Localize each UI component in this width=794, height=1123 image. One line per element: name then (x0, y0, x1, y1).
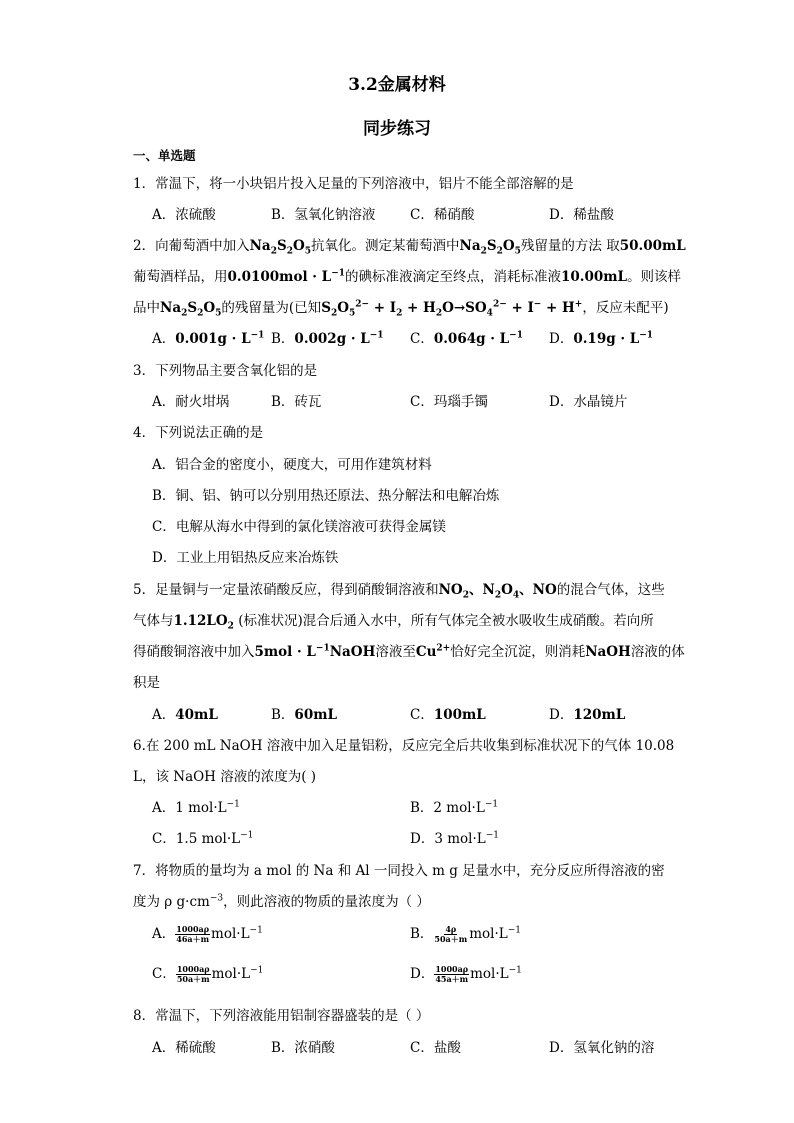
document-title: 3.2金属材料 (348, 75, 446, 95)
question-4-stem: 4．下列说法正确的是 (133, 425, 264, 441)
question-4-option-d: D．工业上用铝热反应来冶炼铁 (152, 550, 339, 566)
fraction: $\frac{1000a\rho}{46a+m}$ (176, 924, 210, 944)
question-8-option-c: C．盐酸 (410, 1040, 461, 1056)
question-3-option-a: A．耐火坩埚 (152, 394, 230, 410)
question-1-stem: 1．常温下，将一小块铝片投入足量的下列溶液中，铝片不能全部溶解的是 (133, 176, 574, 192)
question-6-option-c: C．1.5 $mol\cdot L^{-1}$ (152, 830, 254, 847)
question-6-option-a: A．1 $mol\cdot L^{-1}$ (152, 799, 240, 816)
question-6-line-1: 6.在 200 mL NaOH 溶液中加入足量铝粉，反应完全后共收集到标准状况下的气体 10.08 (133, 738, 675, 754)
document-subtitle: 同步练习 (363, 119, 431, 139)
question-2-option-b: B．$0.002g \cdot L^{-1}$ (271, 330, 384, 347)
question-2-line-2: 葡萄酒样品，用$0.0100mol \cdot L^{-1}$的碘标准液滴定至终点，消耗标准液10.00mL。则该样 (133, 268, 682, 285)
fraction: $\frac{1000a\rho}{45a+m}$ (435, 964, 469, 984)
question-8-option-b: B．浓硝酸 (271, 1040, 335, 1056)
question-1-option-d: D．稀盐酸 (549, 207, 614, 223)
question-6-option-d: D．3 $mol\cdot L^{-1}$ (410, 830, 499, 847)
question-5-option-d: D．120mL (549, 707, 626, 723)
section-heading: 一、单选题 (133, 148, 196, 163)
question-7-option-a: A． $\frac{1000a\rho}{46a+m}$ $mol\cdot L^{-1}$ (152, 924, 263, 944)
question-1-option-b: B．氢氧化钠溶液 (271, 207, 376, 223)
question-3-option-c: C．玛瑙手镯 (410, 394, 488, 410)
question-5-option-c: C．100mL (410, 707, 486, 723)
question-2-option-d: D．$0.19g \cdot L^{-1}$ (549, 330, 654, 347)
question-5-line-3: 得硝酸铜溶液中加入$5mol \cdot L^{-1}NaOH$溶液至$Cu^{2+}$恰好完全沉淀，则消耗NaOH溶液的体 (133, 643, 685, 660)
question-3-option-b: B．砖瓦 (271, 394, 322, 410)
question-5-option-a: A．40mL (152, 707, 218, 723)
question-5-line-4: 积是 (133, 675, 160, 691)
question-2-option-a: A．$0.001g \cdot L^{-1}$ (152, 330, 265, 347)
question-3-stem: 3．下列物品主要含氧化铝的是 (133, 363, 318, 379)
question-7-line-2: 度为 ρ $g\cdot cm^{-3}$，则此溶液的物质的量浓度为（ ） (133, 893, 430, 910)
question-4-option-c: C．电解从海水中得到的氯化镁溶液可获得金属镁 (152, 519, 446, 535)
question-7-option-c: C． $\frac{1000a\rho}{50a+m}$ $mol\cdot L^{-1}$ (152, 964, 264, 984)
question-2-option-c: C．$0.064g \cdot L^{-1}$ (410, 330, 523, 347)
question-8-option-d: D．氢氧化钠的溶 (549, 1040, 655, 1056)
question-5-line-2: 气体与$1.12LO_2$ (标准状况)混合后通入水中，所有气体完全被水吸收生成硝酸。若向所 (133, 613, 654, 632)
question-2-line-3: 品中$Na_2S_2O_5$的残留量为(已知$S_2O_5^{2-} + I_2 + H_2O\to SO_4^{2-} + I^- + H^+$，反应未配平) (133, 299, 669, 319)
question-8-option-a: A．稀硫酸 (152, 1040, 216, 1056)
fraction: $\frac{1000a\rho}{50a+m}$ (176, 964, 210, 984)
question-4-option-a: A．铝合金的密度小，硬度大，可用作建筑材料 (152, 457, 432, 473)
question-4-option-b: B．铜、铝、钠可以分别用热还原法、热分解法和电解冶炼 (152, 488, 500, 504)
question-1-option-a: A．浓硫酸 (152, 207, 216, 223)
question-6-option-b: B．2 $mol\cdot L^{-1}$ (410, 799, 499, 816)
question-5-line-1: 5．足量铜与一定量浓硝酸反应，得到硝酸铜溶液和$NO_2$、$N_2O_4$、NO的混合气体，这些 (133, 582, 665, 601)
question-8-stem: 8．常温下，下列溶液能用铝制容器盛装的是（ ） (133, 1008, 430, 1024)
question-2-line-1: 2．向葡萄酒中加入$Na_2S_2O_5$抗氧化。测定某葡萄酒中$Na_2S_2O_5$残留量的方法 取50.00mL (133, 238, 686, 257)
question-7-option-d: D． $\frac{1000a\rho}{45a+m}$ $mol\cdot L^{-1}$ (410, 964, 522, 984)
question-6-line-2: L，该 NaOH 溶液的浓度为( ) (133, 769, 317, 785)
question-7-option-b: B． $\frac{4\rho}{50a+m}$ $mol\cdot L^{-1}$ (410, 924, 521, 944)
question-5-option-b: B．60mL (271, 707, 337, 723)
question-1-option-c: C．稀硝酸 (410, 207, 475, 223)
question-7-line-1: 7．将物质的量均为 a mol 的 Na 和 Al 一同投入 m g 足量水中，充分反应所得溶液的密 (133, 863, 665, 879)
fraction: $\frac{4\rho}{50a+m}$ (434, 924, 468, 944)
question-3-option-d: D．水晶镜片 (549, 394, 628, 410)
